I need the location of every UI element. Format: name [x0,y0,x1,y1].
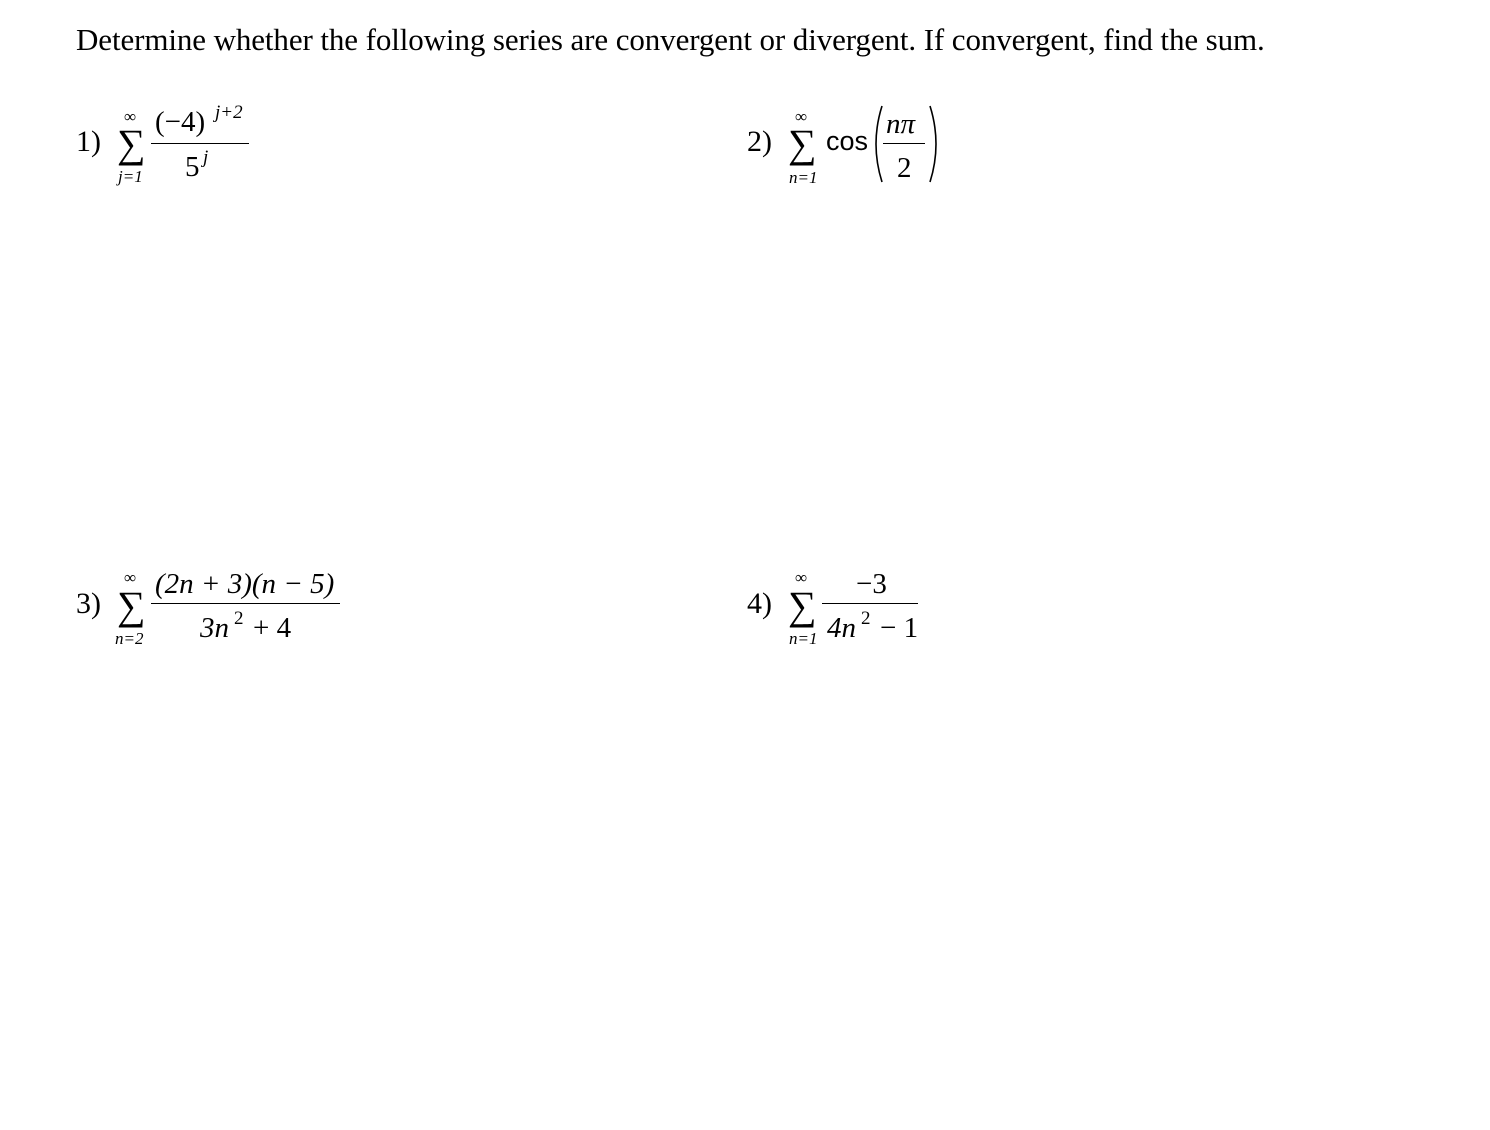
fraction-bar [151,603,340,604]
denominator-exponent: 2 [234,608,244,629]
sum-lower-limit: n=1 [789,168,818,187]
sigma-symbol: ∑ [788,583,817,628]
denominator-base: 3n [200,612,229,644]
sum-lower-limit: n=1 [789,629,818,648]
fraction-bar [151,143,249,144]
left-parenthesis [868,104,884,184]
fraction-denominator: 5 [185,151,200,183]
fraction-denominator: 2 [897,152,912,184]
denominator-rest: − 1 [880,612,919,644]
problem-number: 1) [76,125,101,158]
problem-number: 2) [747,125,772,158]
sum-lower-limit: j=1 [118,167,143,186]
denominator-exponent: 2 [861,608,871,629]
sum-upper-limit: ∞ [124,107,137,126]
sum-upper-limit: ∞ [795,107,808,126]
right-parenthesis [928,104,944,184]
cosine-function: cos [826,126,869,156]
sum-upper-limit: ∞ [795,568,808,587]
denominator-base: 4n [827,612,856,644]
fraction-numerator: nπ [886,108,916,140]
fraction-numerator: (−4) [155,106,206,138]
sum-upper-limit: ∞ [124,568,137,587]
problem-number: 4) [747,587,772,620]
fraction-numerator: (2n + 3)(n − 5) [155,568,335,600]
sigma-symbol: ∑ [117,121,146,166]
instructions-text: Determine whether the following series are convergent or divergent. If convergent, find the sum. [76,22,1265,57]
fraction-numerator: −3 [856,568,887,600]
sigma-symbol: ∑ [788,121,817,166]
sum-lower-limit: n=2 [115,629,144,648]
denominator-exponent: j [203,147,209,168]
fraction-bar [883,143,925,144]
sigma-symbol: ∑ [117,583,146,628]
numerator-exponent: j+2 [215,102,243,123]
fraction-bar [822,603,918,604]
denominator-rest: + 4 [253,612,292,644]
problem-number: 3) [76,587,101,620]
